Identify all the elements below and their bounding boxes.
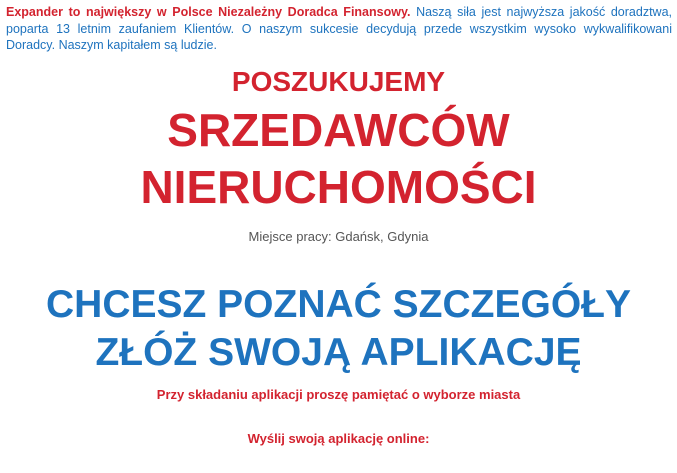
cta-heading-line2: ZŁÓŻ SWOJĄ APLIKACJĘ <box>95 331 582 374</box>
company-intro-paragraph <box>6 4 672 54</box>
cta-heading-line1: CHCESZ POZNAĆ SZCZEGÓŁY <box>45 283 632 326</box>
company-brand-statement: Expander to największy w Polsce Niezależny Doradca Finansowy. <box>6 5 411 19</box>
application-city-note: Przy składaniu aplikacji proszę pamiętać o wyborze miasta <box>156 387 521 402</box>
job-location: Miejsce pracy: Gdańsk, Gdynia <box>248 229 429 244</box>
headline-position-line1: SRZEDAWCÓW <box>167 104 510 156</box>
apply-online-label: Wyślij swoją aplikację online: <box>247 431 430 446</box>
headline-position-line2: NIERUCHOMOŚCI <box>140 161 537 213</box>
headline-hiring: POSZUKUJEMY <box>231 66 446 97</box>
company-description: Naszą siła jest najwyższa jakość doradztwa, poparta 13 letnim zaufaniem Klientów. O naszym sukcesie decydują przede wszystkim wysoko wykwalifikowani Doradcy. Naszym kapitałem są ludzie. <box>6 5 672 52</box>
